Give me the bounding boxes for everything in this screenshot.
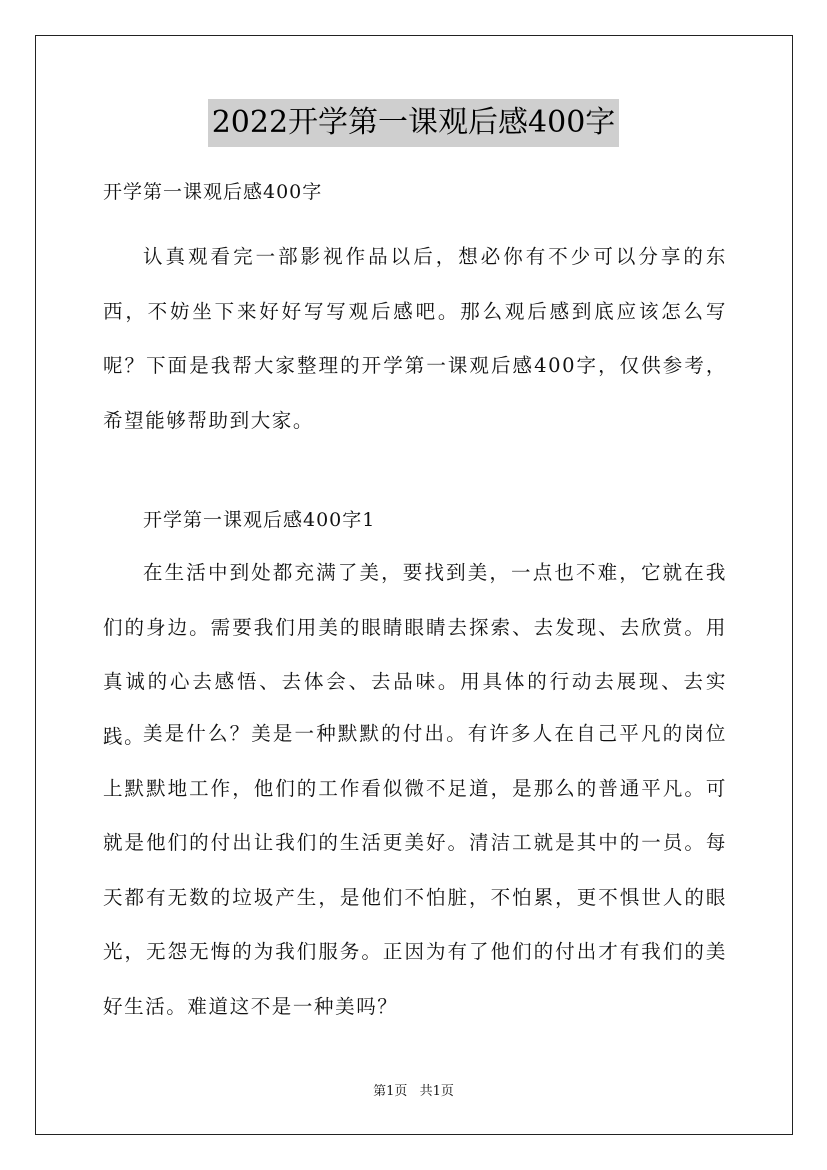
page-footer bbox=[0, 1083, 827, 1101]
body-paragraph-1: 在生活中到处都充满了美，要找到美，一点也不难，它就在我们的身边。需要我们用美的眼睛眼睛去探索、去发现、去欣赏。用真诚的心去感悟、去体会、去品味。用具体的行动去展现、去实践。 bbox=[103, 561, 727, 748]
document-title: 2022开学第一课观后感400字 bbox=[208, 99, 620, 147]
body-paragraph-2: 美是什么？美是一种默默的付出。有许多人在自己平凡的岗位上默默地工作，他们的工作看似微不足道，是那么的普通平凡。可就是他们的付出让我们的生活更美好。清洁工就是其中的一员。每天都有无数的垃圾产生，是他们不怕脏，不怕累，更不惧世人的眼光，无怨无悔的为我们服务。正因为有了他们的付出才有我们的美好生活。难道这不是一种美吗？ bbox=[103, 722, 727, 1018]
title-container bbox=[0, 99, 827, 147]
section-heading: 开学第一课观后感400字1 bbox=[143, 509, 376, 531]
intro-paragraph: 认真观看完一部影视作品以后，想必你有不少可以分享的东西，不妨坐下来好好写写观后感吧。那么观后感到底应该怎么写呢？下面是我帮大家整理的开学第一课观后感400字，仅供参考，希望能够帮助到大家。 bbox=[103, 245, 727, 432]
page-total: 共1页 bbox=[419, 1084, 454, 1099]
document-subtitle: 开学第一课观后感400字 bbox=[103, 181, 323, 203]
page-current: 第1页 bbox=[373, 1084, 408, 1099]
